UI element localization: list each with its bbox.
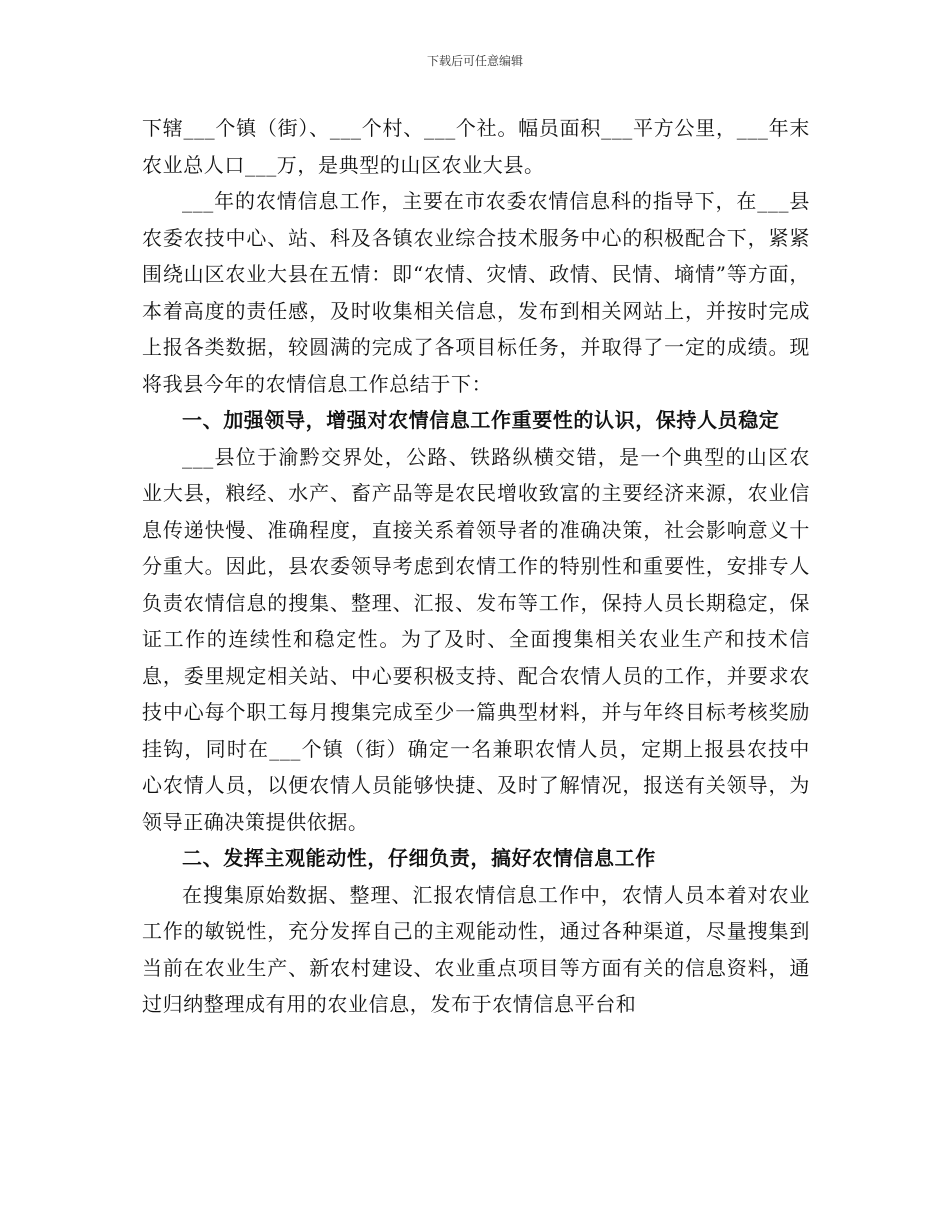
page-header-note: 下载后可任意编辑	[426, 54, 523, 68]
document-body	[142, 110, 810, 1023]
section-heading-2: 二、发挥主观能动性，仔细负责，搞好农情信息工作	[182, 846, 656, 870]
paragraph-section-2-body: 在搜集原始数据、整理、汇报农情信息工作中，农情人员本着对农业工作的敏锐性，充分发挥自己的主观能动性，通过各种渠道，尽量搜集到当前在农业生产、新农村建设、农业重点项目等方面有关的信息资料，通过归纳整理成有用的农业信息，发布于农情信息平台和	[142, 882, 810, 1016]
section-heading-1: 一、加强领导，增强对农情信息工作重要性的认识，保持人员稳定	[182, 408, 780, 432]
paragraph-work-overview: ___年的农情信息工作，主要在市农委农情信息科的指导下，在___县农委农技中心、站、科及各镇农业综合技术服务中心的积极配合下，紧紧围绕山区农业大县在五情：即“农情、灾情、政情、民情、墒情”等方面，本着高度的责任感，及时收集相关信息，发布到相关网站上，并按时完成上报各类数据，较圆满的完成了各项目标任务，并取得了一定的成绩。现将我县今年的农情信息工作总结于下：	[142, 189, 810, 396]
paragraph-section-1-body: ___县位于渝黔交界处，公路、铁路纵横交错，是一个典型的山区农业大县，粮经、水产、畜产品等是农民增收致富的主要经济来源，农业信息传递快慢、准确程度，直接关系着领导者的准确决策，社会影响意义十分重大。因此，县农委领导考虑到农情工作的特别性和重要性，安排专人负责农情信息的搜集、整理、汇报、发布等工作，保持人员长期稳定，保证工作的连续性和稳定性。为了及时、全面搜集相关农业生产和技术信息，委里规定相关站、中心要积极支持、配合农情人员的工作，并要求农技中心每个职工每月搜集完成至少一篇典型材料，并与年终目标考核奖励挂钩，同时在___个镇（街）确定一名兼职农情人员，定期上报县农技中心农情人员，以便农情人员能够快捷、及时了解情况，报送有关领导，为领导正确决策提供依据。	[142, 444, 810, 834]
paragraph-intro-continued: 下辖___个镇（街）、___个村、___个社。幅员面积___平方公里，___年末农业总人口___万，是典型的山区农业大县。	[142, 116, 810, 177]
